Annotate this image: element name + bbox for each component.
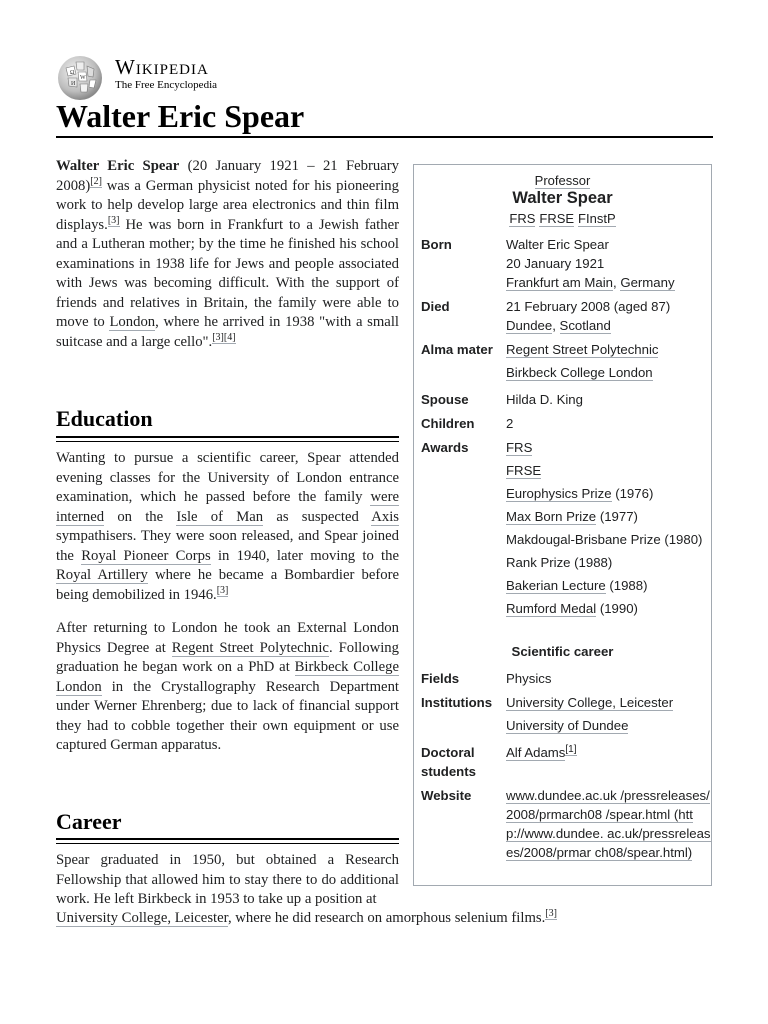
career-paragraph-continued [56,909,656,929]
infobox-label: Fields [421,671,460,686]
infobox-value: 2 [506,416,514,431]
infobox-label: Children [421,416,475,431]
link-frankfurt[interactable]: Frankfurt am Main [506,275,613,290]
born-date: 20 January 1921 [506,256,605,271]
link-university-college-leicester[interactable]: University College, Leicester [56,910,228,926]
body-text: where he became a Bombardier before being demobilized in 1946. [56,567,399,603]
infobox-value [506,743,711,762]
reference-link[interactable]: [2] [90,175,102,187]
infobox-heading-scientific-career: Scientific career [511,644,614,659]
education-paragraph-1 [56,449,399,605]
reference-link[interactable]: [3] [545,908,557,920]
infobox-value [506,693,711,739]
infobox-label: Born [421,237,452,252]
education-section [56,449,399,768]
post-nominal-frs[interactable]: FRS [509,211,536,226]
wordmark-tagline: The Free Encyclopedia [115,79,218,91]
link-university-of-dundee[interactable]: University of Dundee [506,718,629,733]
award-bakerian-lecture[interactable]: Bakerian Lecture [506,578,606,593]
infobox-value [506,235,711,292]
heading-education: Education [56,406,153,431]
award-max-born-prize[interactable]: Max Born Prize [506,509,597,524]
award-rank-prize: Rank Prize (1988) [506,555,613,570]
infobox-label: Website [421,788,472,803]
body-text: Wanting to pursue a scientific career, Spear attended evening classes for the University of London entrance examination, which he passed before the family [56,450,399,505]
award-year: (1976) [611,486,654,501]
link-were-interned[interactable]: were interned [56,489,399,525]
section-divider [56,838,399,844]
title-divider [56,136,713,138]
infobox [413,164,712,886]
lead-section [56,157,399,364]
reference-link[interactable]: [3] [216,584,229,596]
award-europhysics-prize[interactable]: Europhysics Prize [506,486,612,501]
infobox-value [506,340,711,386]
body-text: Spear graduated in 1950, but obtained a Research Fellowship that allowed him to stay there to do additional work. He left Birkbeck in 1953 to take up a position at [56,852,399,907]
award-frs[interactable]: FRS [506,440,533,455]
award-makdougal-brisbane: Makdougal-Brisbane Prize (1980) [506,532,703,547]
lead-bold-name: Walter Eric Spear [56,158,180,174]
body-text: in 1940, later moving to the [210,547,399,564]
career-paragraph-1 [56,851,399,910]
link-germany[interactable]: Germany [620,275,675,290]
infobox-value: Physics [506,671,552,686]
body-text: , where he did research on amorphous selenium films. [227,910,546,926]
reference-link[interactable]: [4] [223,331,236,343]
award-year: (1977) [596,509,638,524]
lead-text: He was born in Frankfurt to a Jewish father and a Lutheran mother; by the time he finished his school examinations in 1938 life for Jews and people associated with Jews was becoming difficult. With the support of friends and relatives in Britain, the family were able to move to [56,216,399,330]
reference-link[interactable]: [3] [107,214,120,226]
infobox-value [506,297,711,335]
body-text: on the [104,508,177,525]
link-isle-of-man[interactable]: Isle of Man [176,508,264,525]
lead-paragraph [56,157,399,352]
infobox-post-nominals [414,211,711,226]
link-scotland[interactable]: Scotland [559,318,611,333]
link-birkbeck-college-london[interactable]: Birkbeck College London [506,365,653,380]
wordmark-title: Wikipedia [115,55,209,79]
section-divider [56,436,399,442]
svg-text:Ω: Ω [70,70,75,76]
award-year: (1990) [596,601,638,616]
infobox-label: Spouse [421,392,469,407]
born-name: Walter Eric Spear [506,237,609,252]
link-regent-street-polytechnic[interactable]: Regent Street Polytechnic [171,639,329,656]
infobox-label: Institutions [421,695,493,710]
link-royal-artillery[interactable]: Royal Artillery [56,567,148,583]
infobox-label: Awards [421,440,469,455]
wikipedia-wordmark[interactable] [115,55,217,91]
infobox-name: Walter Spear [512,189,613,207]
infobox-label: Died [421,299,450,314]
link-royal-pioneer-corps[interactable]: Royal Pioneer Corps [81,547,211,564]
page-title: Walter Eric Spear [56,98,305,134]
heading-career: Career [56,809,122,834]
link-dundee[interactable]: Dundee [506,318,553,333]
education-paragraph-2 [56,619,399,756]
link-birkbeck-college-london[interactable]: Birkbeck College London [56,659,399,695]
link-alf-adams[interactable]: Alf Adams [506,745,566,760]
post-nominal-finstp[interactable]: FInstP [578,211,616,226]
award-year: (1988) [605,578,648,593]
link-london[interactable]: London [109,314,156,330]
career-section [56,851,399,910]
infobox-value: Hilda D. King [506,392,583,407]
reference-link[interactable]: [1] [565,743,577,755]
award-rumford-medal[interactable]: Rumford Medal [506,601,597,616]
link-website[interactable]: www.dundee.ac.uk /pressreleases/2008/prmarch08 /spear.html (http://www.dundee. ac.uk/pressreleases/2008/prmar ch08/spear.html) [506,788,711,860]
link-axis[interactable]: Axis [371,508,399,525]
body-text: as suspected [263,508,372,525]
lead-text: (20 January 1921 – 21 February 2008) [56,158,399,194]
infobox-value [506,786,711,862]
link-regent-street-polytechnic[interactable]: Regent Street Polytechnic [506,342,659,357]
infobox-label: Alma mater [421,342,493,357]
reference-link[interactable]: [3] [212,331,224,343]
separator: , [613,275,621,290]
lead-text: , where he arrived in 1938 "with a small suitcase and a large cello". [56,314,399,350]
post-nominal-frse[interactable]: FRSE [539,211,575,226]
body-text: . Following graduation he began work on a PhD at [56,639,399,675]
svg-text:W: W [80,75,86,81]
body-text: sympathisers. They were soon released, and Spear joined the [56,528,399,564]
award-frse[interactable]: FRSE [506,463,542,478]
infobox-label: Doctoral students [421,745,476,779]
body-text: in the Crystallography Research Department under Werner Ehrenberg; due to lack of financial support they had to cobble together their own equipment or use captured German apparatus. [56,678,399,753]
infobox-value [506,438,711,622]
died-date: 21 February 2008 (aged 87) [506,299,671,314]
wikipedia-globe-icon[interactable] [56,54,104,102]
separator: , [552,318,560,333]
svg-text:И: И [71,81,76,87]
lead-text: was a German physicist noted for his pioneering work to help develop large area electronics and thin film displays. [56,177,399,233]
infobox-prefix-professor[interactable]: Professor [534,173,591,188]
body-text: After returning to London he took an External London Physics Degree at [56,620,399,656]
link-university-college-leicester[interactable]: University College, Leicester [506,695,674,710]
